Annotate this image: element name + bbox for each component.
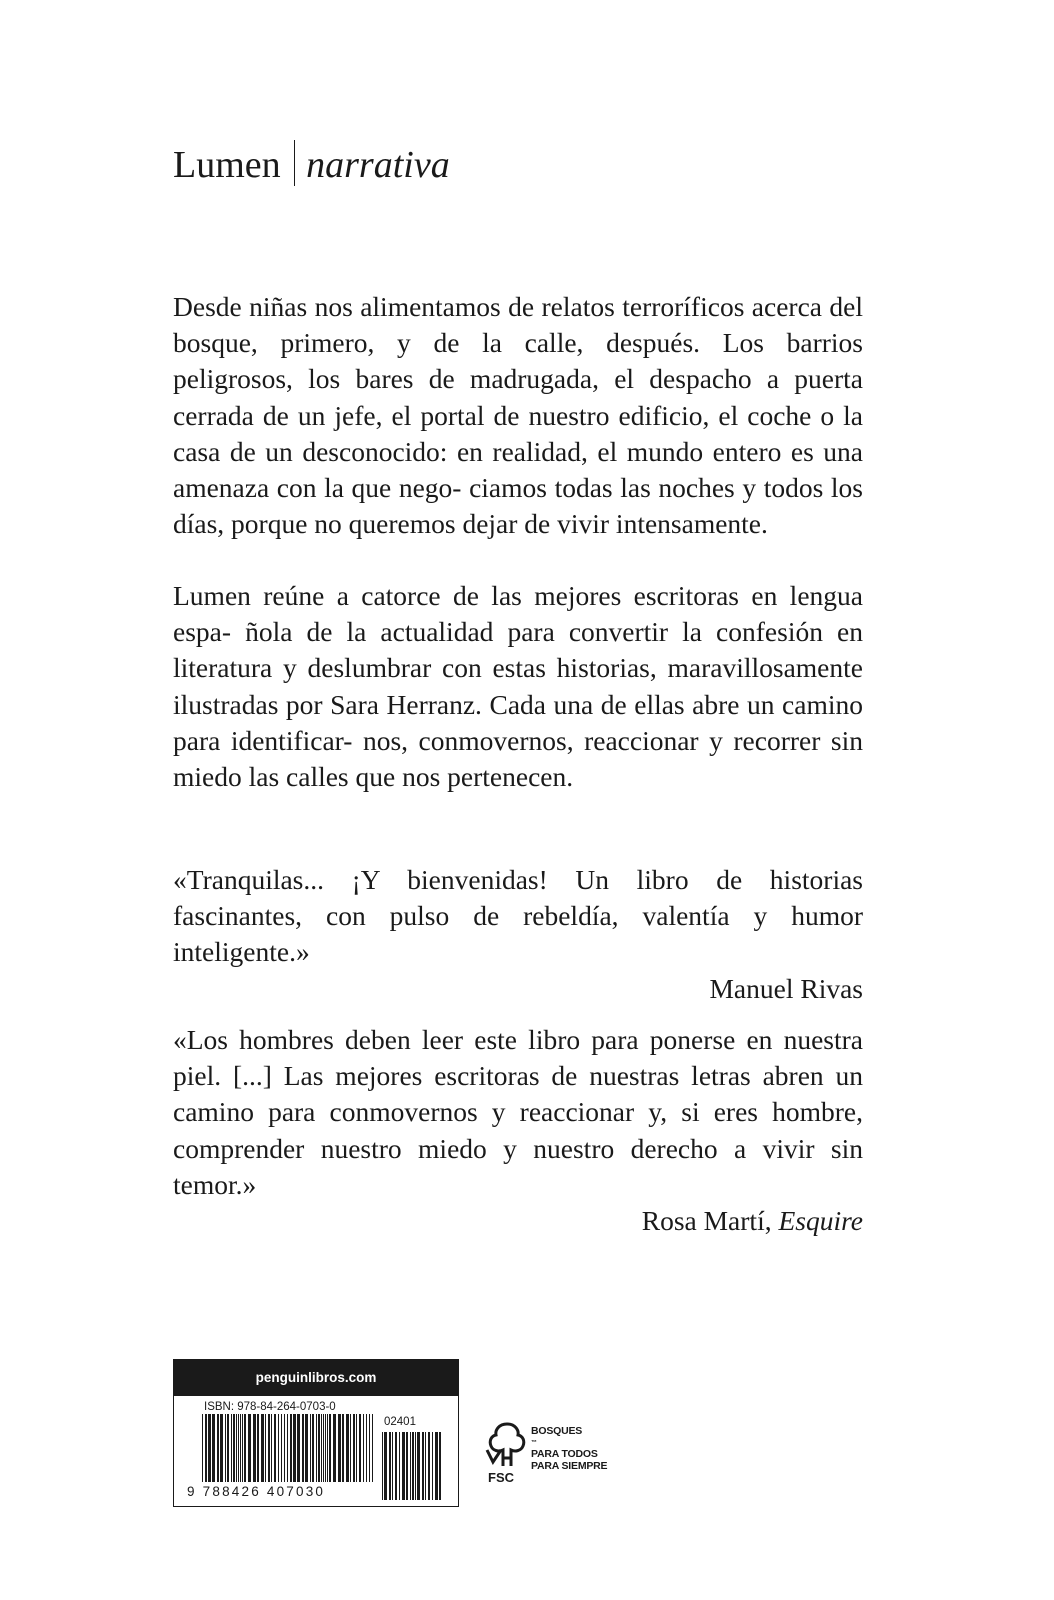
fsc-tagline-line: BOSQUES	[531, 1425, 583, 1437]
trademark-mark: ™	[531, 1439, 537, 1446]
fsc-tagline	[531, 1426, 607, 1472]
blurb-paragraph: Desde niñas nos alimentamos de relatos terroríficos acerca del bosque, primero, y de la calle, después. Los barrios peligrosos, los bares de madrugada, el despacho a puerta cerrada de un jefe, el portal de nuestro edificio, el coche o la casa de un desconocido: en realidad, el mundo entero es una amenaza con la que nego- ciamos todas las noches y todos los días, porque no queremos dejar de vivir intensamente.	[173, 291, 863, 540]
fsc-logo	[483, 1420, 643, 1500]
quote-text: «Los hombres deben leer este libro para ponerse en nuestra piel. [...] Las mejores escritoras de nuestras letras abren un camino para conmovernos y reaccionar y, si eres hombre, comprender nuestro miedo y nuestro derecho a vivir sin temor.»	[173, 1024, 863, 1200]
publisher-name: Lumen	[173, 144, 281, 186]
quote-author: Rosa Martí,	[641, 1205, 772, 1237]
quote-text: «Tranquilas... ¡Y bienvenidas! Un libro de historias fascinantes, con pulso de rebeldía, valentía y humor inteligente.»	[173, 864, 863, 968]
imprint-logo	[173, 139, 450, 191]
quote-author: Manuel Rivas	[709, 972, 863, 1004]
quote-attribution	[173, 971, 863, 1007]
imprint-divider	[294, 140, 296, 186]
collection-name: narrativa	[306, 144, 450, 186]
fsc-label: FSC	[488, 1470, 514, 1485]
barcode-box	[173, 1359, 459, 1507]
isbn-label: ISBN: 978-84-264-0703-0	[204, 1401, 336, 1413]
fsc-tree-icon	[483, 1420, 531, 1472]
barcode-addon-digits: 02401	[384, 1416, 416, 1428]
quote-source: Esquire	[778, 1205, 863, 1237]
quote-attribution	[173, 1203, 863, 1239]
fsc-tagline-line: PARA TODOS	[531, 1448, 598, 1460]
blurb-paragraph: Lumen reúne a catorce de las mejores escritoras en lengua espa- ñola de la actualidad para convertir la confesión en literatura y deslumbrar con estas historias, maravillosamente ilustradas por Sara Herranz. Cada una de ellas abre un camino para identificar- nos, conmovernos, reaccionar y recorrer sin miedo las calles que nos pertenecen.	[173, 580, 863, 793]
fsc-tagline-line: PARA SIEMPRE	[531, 1459, 608, 1472]
review-quote	[173, 1022, 863, 1239]
ean-digits: 9 788426 407030	[187, 1484, 326, 1499]
review-quote	[173, 862, 863, 1007]
publisher-website: penguinlibros.com	[174, 1360, 458, 1396]
